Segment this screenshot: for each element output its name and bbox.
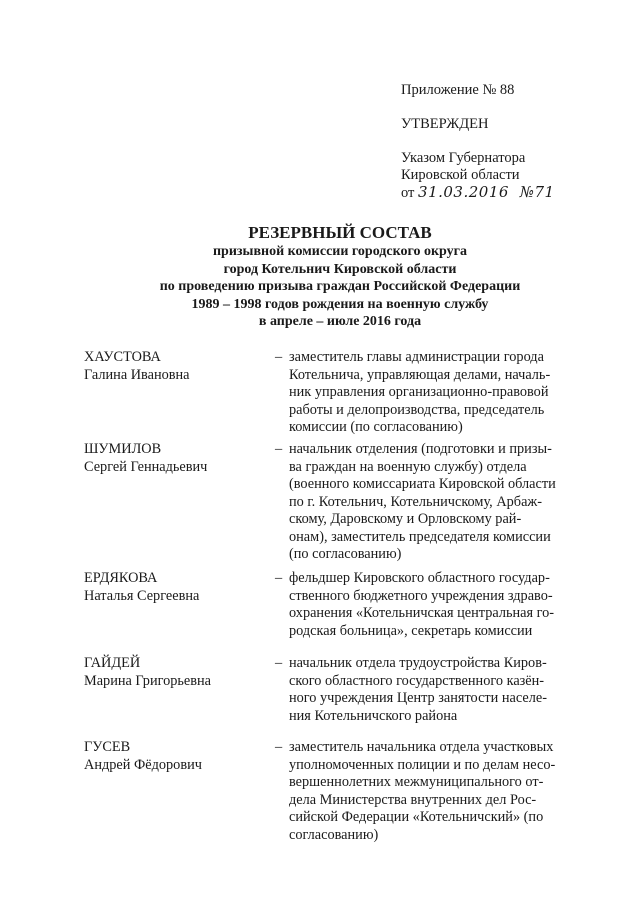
duty-line: ния Котельничского района <box>289 707 458 724</box>
decree-line-1: Указом Губернатора <box>401 150 526 166</box>
appendix-number: Приложение № 88 <box>401 82 515 98</box>
member-surname: ШУМИЛОВ <box>84 441 162 457</box>
member-name <box>84 655 264 690</box>
member-duty <box>289 655 547 725</box>
member-dash: – <box>275 655 283 671</box>
member-dash: – <box>275 441 283 457</box>
from-prefix: от <box>401 185 415 201</box>
approval-header <box>401 82 621 202</box>
duty-line: охранения «Котельничская центральная го- <box>289 605 555 621</box>
member-name <box>84 441 264 476</box>
duty-line: (по согласованию) <box>289 546 402 562</box>
member-entry <box>84 570 554 640</box>
member-duty <box>289 441 556 564</box>
duty-line: заместитель начальника отдела участковых <box>289 739 554 755</box>
duty-line: (военного комиссариата Кировской области <box>289 476 556 492</box>
approved-label: УТВЕРЖДЕН <box>401 116 489 132</box>
duty-line: заместитель главы администрации города <box>289 349 544 365</box>
duty-line: комиссии (по согласованию) <box>289 419 463 435</box>
title-line: 1989 – 1998 годов рождения на военную службу <box>191 296 489 312</box>
member-duty <box>289 739 555 844</box>
member-name <box>84 739 264 774</box>
duty-line: ского областного государственного казён- <box>289 672 545 689</box>
handwritten-date: 31.03.2016 <box>418 183 509 201</box>
member-entry <box>84 739 555 844</box>
member-given-names: Наталья Сергеевна <box>84 587 200 604</box>
duty-line: скому, Даровскому и Орловскому рай- <box>289 511 522 527</box>
title-main: РЕЗЕРВНЫЙ СОСТАВ <box>248 223 432 242</box>
duty-line: ного учреждения Центр занятости населе- <box>289 690 547 706</box>
member-entry <box>84 349 550 437</box>
duty-line: онам), заместитель председателя комиссии <box>289 528 551 545</box>
member-surname: ЕРДЯКОВА <box>84 570 158 586</box>
member-surname: ГУСЕВ <box>84 739 131 755</box>
duty-line: начальник отдела трудоустройства Киров- <box>289 655 547 671</box>
member-dash: – <box>275 570 283 586</box>
title-line: в апреле – июле 2016 года <box>258 314 422 329</box>
duty-line: дела Министерства внутренних дел Рос- <box>289 791 537 808</box>
member-surname: ХАУСТОВА <box>84 349 161 365</box>
member-given-names: Сергей Геннадьевич <box>84 458 208 475</box>
document-title <box>60 222 620 331</box>
title-line: призывной комиссии городского округа <box>212 244 468 259</box>
member-name <box>84 349 264 384</box>
duty-line: согласованию) <box>289 826 379 843</box>
duty-line: Котельнича, управляющая делами, началь- <box>289 366 551 383</box>
member-duty <box>289 570 554 640</box>
member-given-names: Марина Григорьевна <box>84 672 212 689</box>
duty-line: вершеннолетних межмуниципального от- <box>289 774 544 790</box>
member-entry <box>84 441 556 564</box>
duty-line: ва граждан на военную службу) отдела <box>289 458 527 475</box>
duty-line: по г. Котельнич, Котельничскому, Арбаж- <box>289 493 543 510</box>
member-dash: – <box>275 739 283 755</box>
member-dash: – <box>275 349 283 365</box>
title-line: по проведению призыва граждан Российской Федерации <box>159 279 521 294</box>
member-name <box>84 570 264 605</box>
duty-line: ственного бюджетного учреждения здраво- <box>289 587 553 604</box>
duty-line: начальник отделения (подготовки и призы- <box>289 441 552 457</box>
member-given-names: Галина Ивановна <box>84 366 190 383</box>
member-duty <box>289 349 550 437</box>
decree-line-2: Кировской области <box>401 167 520 183</box>
decree-date-line <box>401 184 621 202</box>
duty-line: ник управления организационно-правовой <box>289 384 549 400</box>
member-entry <box>84 655 547 725</box>
duty-line: родская больница», секретарь комиссии <box>289 622 533 639</box>
member-surname: ГАЙДЕЙ <box>84 655 141 671</box>
duty-line: работы и делопроизводства, председатель <box>289 401 545 418</box>
duty-line: сийской Федерации «Котельничский» (по <box>289 809 544 825</box>
duty-line: фельдшер Кировского областного государ- <box>289 570 550 586</box>
member-given-names: Андрей Фёдорович <box>84 756 202 773</box>
title-line: город Котельнич Кировской области <box>223 261 457 277</box>
duty-line: уполномоченных полиции и по делам несо- <box>289 756 556 773</box>
handwritten-number: №71 <box>519 183 555 201</box>
